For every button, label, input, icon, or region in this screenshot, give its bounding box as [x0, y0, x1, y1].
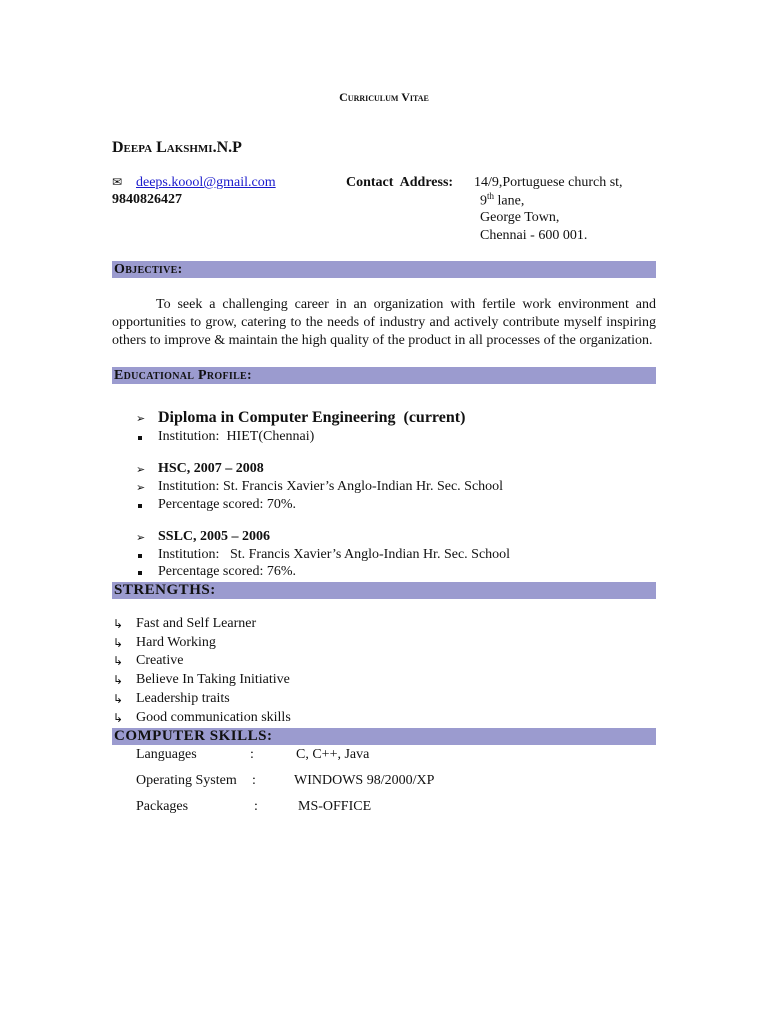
- skill-separator: :: [252, 773, 256, 788]
- arrow-bullet-icon: ➢: [136, 412, 146, 425]
- skill-value: WINDOWS 98/2000/XP: [294, 773, 435, 788]
- education-line-sslc-percentage: Percentage scored: 76%.: [158, 564, 296, 579]
- candidate-name: Deepa Lakshmi.N.P: [112, 139, 242, 156]
- education-line-hsc-institution: Institution: St. Francis Xavier’s Anglo-Indian Hr. Sec. School: [158, 479, 504, 494]
- skill-separator: :: [254, 799, 258, 814]
- objective-paragraph: [112, 296, 656, 350]
- email-link[interactable]: deeps.koool@gmail.com: [136, 175, 276, 190]
- square-bullet-icon: [138, 554, 142, 558]
- hook-arrow-icon: ↳: [113, 692, 124, 706]
- hook-arrow-icon: ↳: [113, 636, 124, 650]
- education-line-hsc-percentage: Percentage scored: 70%.: [158, 497, 296, 512]
- objective-band: [112, 261, 656, 278]
- education-heading-sslc: SSLC, 2005 – 2006: [158, 529, 271, 544]
- skill-value: MS-OFFICE: [298, 799, 372, 814]
- address-line-4: Chennai - 600 001.: [480, 228, 588, 243]
- hook-arrow-icon: ↳: [113, 617, 124, 631]
- skill-label: Operating System: [136, 773, 237, 788]
- strength-item: Creative: [136, 653, 184, 668]
- strength-item: Leadership traits: [136, 691, 230, 706]
- education-line-sslc-institution: Institution: St. Francis Xavier’s Anglo-Indian Hr. Sec. School: [158, 547, 511, 562]
- square-bullet-icon: [138, 436, 142, 440]
- address-label: Contact Address:: [346, 175, 454, 190]
- arrow-bullet-icon: ➢: [136, 531, 146, 544]
- education-band: [112, 367, 656, 384]
- education-heading: Educational Profile:: [114, 368, 252, 383]
- strength-item: Fast and Self Learner: [136, 616, 257, 631]
- strength-item: Good communication skills: [136, 710, 291, 725]
- education-line-diploma-institution: Institution: HIET(Chennai): [158, 429, 315, 444]
- arrow-bullet-icon: ➢: [136, 463, 146, 476]
- hook-arrow-icon: ↳: [113, 711, 124, 725]
- strength-item: Believe In Taking Initiative: [136, 672, 290, 687]
- education-heading-hsc: HSC, 2007 – 2008: [158, 461, 264, 476]
- square-bullet-icon: [138, 571, 142, 575]
- address-line-2: [480, 191, 524, 210]
- education-heading-diploma: Diploma in Computer Engineering (current): [158, 409, 466, 426]
- address-line-1: 14/9,Portuguese church st,: [474, 175, 623, 190]
- address-line-2-num: 9: [480, 193, 487, 209]
- envelope-icon: ✉: [112, 175, 123, 189]
- arrow-bullet-icon: ➢: [136, 481, 146, 494]
- strength-item: Hard Working: [136, 635, 216, 650]
- address-line-3: George Town,: [480, 210, 560, 225]
- address-line-2-sup: th: [487, 191, 495, 201]
- skill-label: Languages: [136, 747, 197, 762]
- skill-value: C, C++, Java: [296, 747, 370, 762]
- objective-heading: Objective:: [114, 262, 183, 277]
- skill-label: Packages: [136, 799, 189, 814]
- hook-arrow-icon: ↳: [113, 673, 124, 687]
- address-line-2-rest: lane,: [494, 193, 525, 209]
- skills-band: [112, 728, 656, 745]
- skill-separator: :: [250, 747, 254, 762]
- document-title: Curriculum Vitae: [339, 90, 429, 104]
- strengths-band: [112, 582, 656, 599]
- square-bullet-icon: [138, 504, 142, 508]
- strengths-heading: STRENGTHS:: [114, 582, 216, 598]
- objective-text: To seek a challenging career in an organization with fertile work environment and opportunities to grow, catering to the needs of industry and actively contribute myself inspiring others to improve & maintain the high quality of the product in all processes of the organization.: [112, 297, 656, 348]
- hook-arrow-icon: ↳: [113, 654, 124, 668]
- phone-number: 9840826427: [112, 192, 182, 207]
- skills-heading: COMPUTER SKILLS:: [114, 728, 273, 744]
